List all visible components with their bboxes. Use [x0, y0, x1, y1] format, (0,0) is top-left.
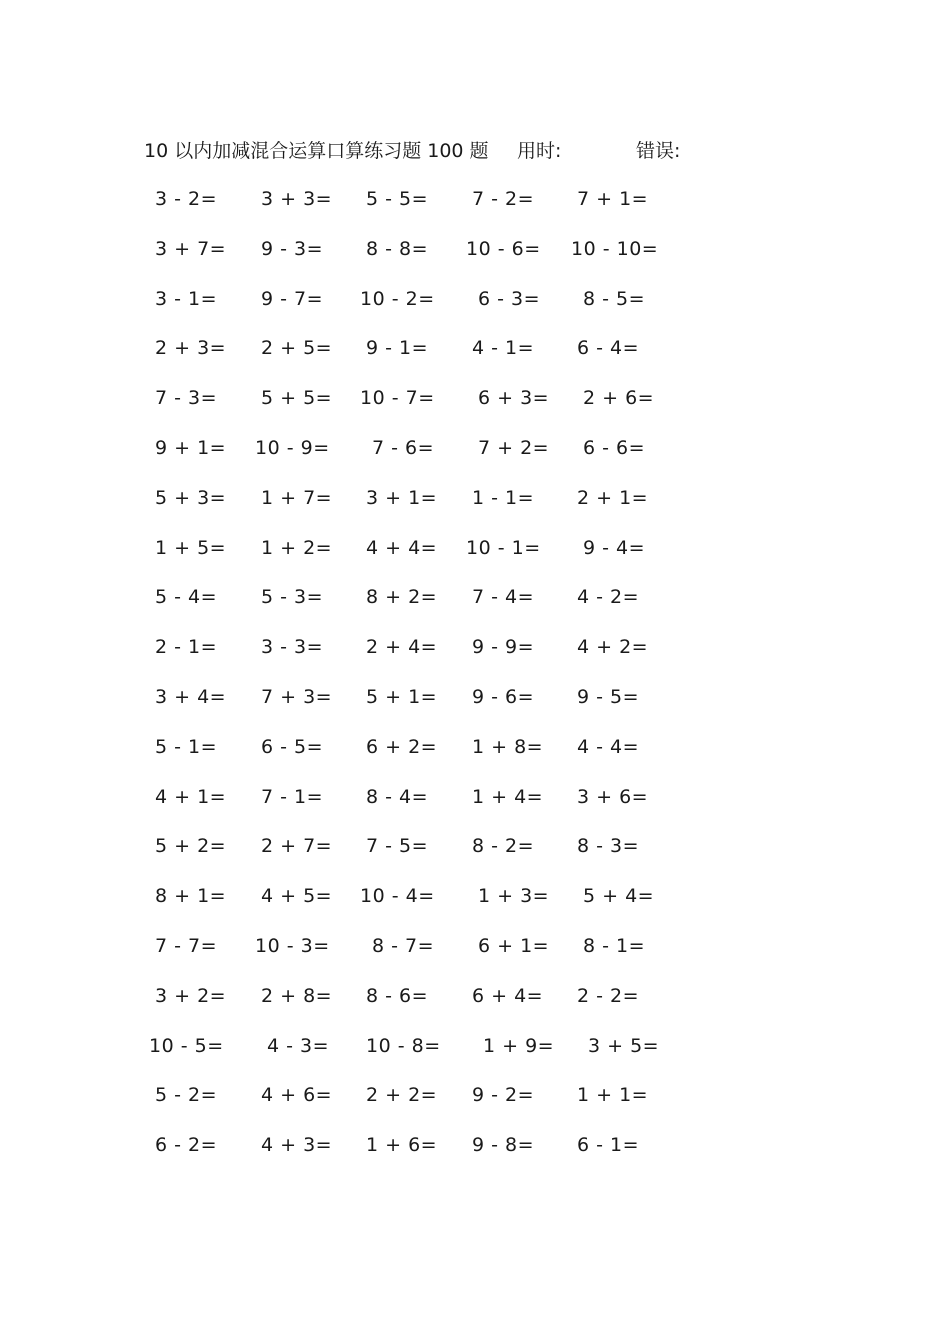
- problem-item: 7 - 7=: [155, 934, 218, 957]
- problem-item: 4 - 3=: [267, 1034, 330, 1057]
- problem-item: 10 - 3=: [255, 934, 330, 957]
- problem-row: [0, 178, 950, 228]
- problem-row: [0, 875, 950, 925]
- problem-row: [0, 228, 950, 278]
- problem-item: 8 - 2=: [472, 835, 535, 858]
- problem-item: 9 - 5=: [577, 685, 640, 708]
- problem-item: 8 + 2=: [366, 586, 438, 609]
- problem-item: 3 + 5=: [588, 1034, 660, 1057]
- problem-item: 9 - 7=: [261, 287, 324, 310]
- problem-item: 3 - 2=: [155, 188, 218, 210]
- problem-item: 2 + 4=: [366, 636, 438, 659]
- problem-item: 6 + 3=: [478, 387, 550, 410]
- problem-item: 2 + 3=: [155, 337, 227, 360]
- problem-item: 6 - 2=: [155, 1134, 218, 1157]
- problem-item: 10 - 8=: [366, 1034, 441, 1057]
- problem-item: 7 - 4=: [472, 586, 535, 609]
- problem-item: 5 + 5=: [261, 387, 333, 410]
- problem-row: [0, 1074, 950, 1124]
- problem-item: 4 + 5=: [261, 885, 333, 908]
- problem-row: [0, 776, 950, 826]
- problem-row: [0, 527, 950, 577]
- problem-item: 7 - 5=: [366, 835, 429, 858]
- problem-item: 2 + 5=: [261, 337, 333, 360]
- problem-item: 1 - 1=: [472, 486, 535, 509]
- problem-item: 6 - 3=: [478, 287, 541, 310]
- worksheet-title: 10 以内加减混合运算口算练习题 100 题: [144, 140, 489, 162]
- problem-item: 1 + 5=: [155, 536, 227, 559]
- problem-item: 8 - 3=: [577, 835, 640, 858]
- problem-item: 8 - 5=: [583, 287, 646, 310]
- problem-item: 9 - 6=: [472, 685, 535, 708]
- problem-item: 5 - 3=: [261, 586, 324, 609]
- problem-item: 7 - 3=: [155, 387, 218, 410]
- problem-item: 5 + 2=: [155, 835, 227, 858]
- problem-item: 1 + 3=: [478, 885, 550, 908]
- problem-item: 10 - 6=: [466, 237, 541, 260]
- problem-row: [0, 477, 950, 527]
- problem-row: [0, 975, 950, 1025]
- problem-item: 3 + 7=: [155, 237, 227, 260]
- problem-row: [0, 726, 950, 776]
- problem-item: 4 + 3=: [261, 1134, 333, 1157]
- problem-item: 10 - 7=: [360, 387, 435, 410]
- problem-item: 5 - 1=: [155, 735, 218, 758]
- problem-item: 2 + 6=: [583, 387, 655, 410]
- problem-item: 4 - 2=: [577, 586, 640, 609]
- problem-item: 10 - 5=: [149, 1034, 224, 1057]
- problem-item: 4 - 1=: [472, 337, 535, 360]
- problem-item: 6 - 5=: [261, 735, 324, 758]
- problem-item: 7 - 6=: [372, 436, 435, 459]
- problem-row: [0, 676, 950, 726]
- problem-item: 1 + 1=: [577, 1084, 649, 1107]
- problem-item: 4 + 1=: [155, 785, 227, 808]
- problem-item: 6 - 1=: [577, 1134, 640, 1157]
- problem-item: 7 - 2=: [472, 188, 535, 210]
- problem-item: 3 - 1=: [155, 287, 218, 310]
- problem-item: 4 + 6=: [261, 1084, 333, 1107]
- problem-item: 7 + 3=: [261, 685, 333, 708]
- problem-item: 8 + 1=: [155, 885, 227, 908]
- problem-row: [0, 327, 950, 377]
- problem-row: [0, 925, 950, 975]
- problem-item: 1 + 7=: [261, 486, 333, 509]
- problem-item: 6 - 4=: [577, 337, 640, 360]
- problem-item: 1 + 4=: [472, 785, 544, 808]
- problem-item: 5 - 4=: [155, 586, 218, 609]
- problem-row: [0, 1124, 950, 1174]
- problem-row: [0, 377, 950, 427]
- problem-item: 8 - 1=: [583, 934, 646, 957]
- problem-item: 1 + 2=: [261, 536, 333, 559]
- problem-item: 3 + 1=: [366, 486, 438, 509]
- problem-item: 5 + 3=: [155, 486, 227, 509]
- problem-item: 9 - 4=: [583, 536, 646, 559]
- problem-item: 8 - 4=: [366, 785, 429, 808]
- problem-item: 8 - 8=: [366, 237, 429, 260]
- problem-item: 10 - 1=: [466, 536, 541, 559]
- problem-item: 10 - 10=: [571, 237, 659, 260]
- problem-item: 7 + 2=: [478, 436, 550, 459]
- problem-item: 3 + 4=: [155, 685, 227, 708]
- problem-item: 5 - 5=: [366, 188, 429, 210]
- problem-item: 2 + 2=: [366, 1084, 438, 1107]
- problem-item: 10 - 2=: [360, 287, 435, 310]
- problem-row: [0, 825, 950, 875]
- problem-item: 9 - 2=: [472, 1084, 535, 1107]
- problem-item: 5 + 4=: [583, 885, 655, 908]
- problem-item: 2 + 8=: [261, 984, 333, 1007]
- problem-grid: [0, 178, 950, 1174]
- problem-item: 3 + 2=: [155, 984, 227, 1007]
- problem-item: 5 - 2=: [155, 1084, 218, 1107]
- problem-item: 2 + 7=: [261, 835, 333, 858]
- problem-item: 3 + 3=: [261, 188, 333, 210]
- problem-item: 8 - 7=: [372, 934, 435, 957]
- problem-item: 6 + 2=: [366, 735, 438, 758]
- problem-item: 4 + 4=: [366, 536, 438, 559]
- problem-item: 7 - 1=: [261, 785, 324, 808]
- problem-item: 10 - 9=: [255, 436, 330, 459]
- problem-item: 5 + 1=: [366, 685, 438, 708]
- problem-item: 9 - 9=: [472, 636, 535, 659]
- problem-item: 9 - 3=: [261, 237, 324, 260]
- problem-row: [0, 576, 950, 626]
- problem-row: [0, 427, 950, 477]
- problem-item: 9 + 1=: [155, 436, 227, 459]
- problem-item: 2 - 1=: [155, 636, 218, 659]
- problem-item: 4 - 4=: [577, 735, 640, 758]
- problem-item: 4 + 2=: [577, 636, 649, 659]
- problem-item: 6 - 6=: [583, 436, 646, 459]
- problem-item: 3 + 6=: [577, 785, 649, 808]
- problem-item: 9 - 8=: [472, 1134, 535, 1157]
- problem-item: 3 - 3=: [261, 636, 324, 659]
- time-label: 用时:: [517, 140, 562, 162]
- problem-item: 2 - 2=: [577, 984, 640, 1007]
- error-label: 错误:: [636, 140, 681, 162]
- problem-item: 1 + 6=: [366, 1134, 438, 1157]
- problem-item: 6 + 1=: [478, 934, 550, 957]
- problem-item: 2 + 1=: [577, 486, 649, 509]
- problem-row: [0, 278, 950, 328]
- problem-item: 1 + 8=: [472, 735, 544, 758]
- problem-item: 6 + 4=: [472, 984, 544, 1007]
- problem-item: 9 - 1=: [366, 337, 429, 360]
- problem-item: 7 + 1=: [577, 188, 649, 210]
- problem-item: 1 + 9=: [483, 1034, 555, 1057]
- problem-row: [0, 1025, 950, 1075]
- problem-item: 8 - 6=: [366, 984, 429, 1007]
- problem-row: [0, 626, 950, 676]
- problem-item: 10 - 4=: [360, 885, 435, 908]
